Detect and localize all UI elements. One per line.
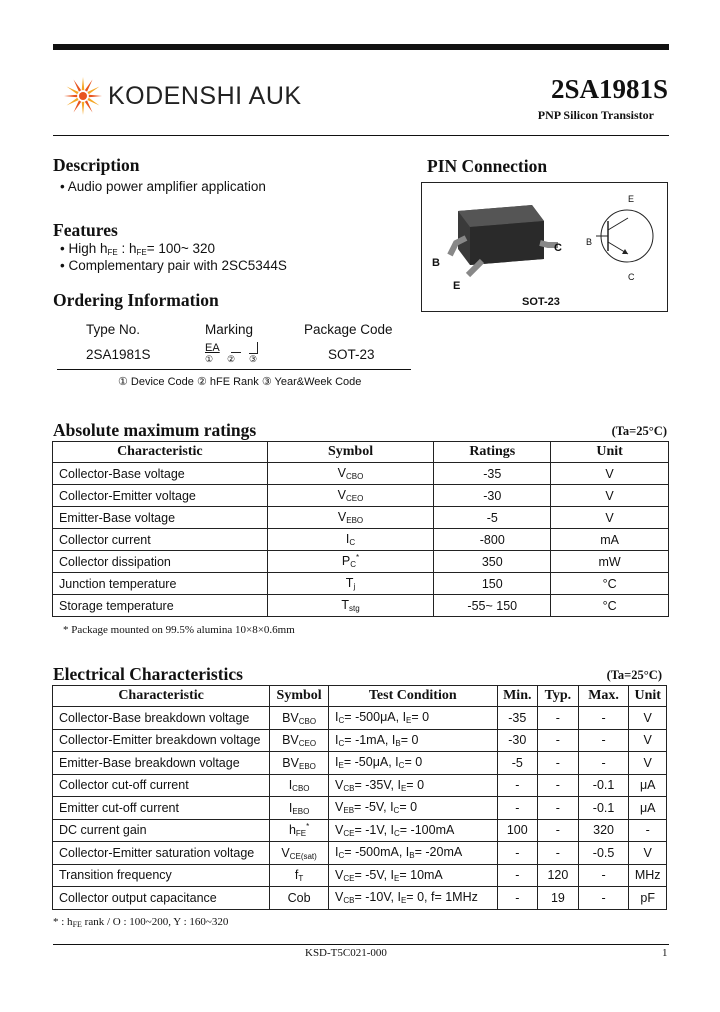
el-cell-min: -5 (497, 752, 538, 775)
electrical-title: Electrical Characteristics (53, 664, 243, 684)
el-cell-characteristic: Emitter-Base breakdown voltage (53, 752, 270, 775)
electrical-row (53, 752, 667, 775)
electrical-footnote: * : $h_{FE}$ rank / O : 100~200, Y : 160~320 (53, 916, 229, 929)
doc-code: KSD-T5C021-000 (305, 947, 387, 959)
el-cell-typ: - (538, 819, 579, 842)
electrical-row (53, 819, 667, 842)
el-cell-condition: $I_E= -50\mu A$, $I_C= 0$ (329, 752, 497, 775)
el-cell-min: - (497, 864, 538, 887)
el-cell-typ: - (538, 707, 579, 730)
el-cell-unit: V (629, 707, 667, 730)
el-cell-typ: - (538, 752, 579, 775)
el-header-max: Max. (578, 686, 629, 707)
el-cell-symbol: $I_{EBO}$ (270, 797, 329, 820)
abs-cell-unit: V (551, 463, 669, 485)
pin-diagram (421, 182, 668, 312)
el-cell-condition: $V_{CB}= -35V$, $I_E= 0$ (329, 774, 497, 797)
el-cell-condition: $I_C= -500\mu A$, $I_E= 0$ (329, 707, 497, 730)
el-cell-condition: $V_{CB}= -10V$, $I_E= 0$, f= 1MHz (329, 887, 497, 910)
electrical-row (53, 842, 667, 865)
el-cell-condition: $I_C= -1mA$, $I_B= 0$ (329, 729, 497, 752)
electrical-row (53, 887, 667, 910)
el-cell-typ: - (538, 842, 579, 865)
el-cell-unit: pF (629, 887, 667, 910)
el-header-min: Min. (497, 686, 538, 707)
electrical-table (52, 685, 667, 910)
el-cell-symbol: Cob (270, 887, 329, 910)
abs-cell-rating: 350 (434, 551, 551, 573)
el-cell-characteristic: Collector-Base breakdown voltage (53, 707, 270, 730)
el-cell-min: - (497, 797, 538, 820)
el-cell-symbol: $I_{CBO}$ (270, 774, 329, 797)
el-cell-max: - (578, 864, 629, 887)
abs-cell-symbol: $V_{CBO}$ (267, 463, 434, 485)
symbol-label-c: C (628, 272, 635, 282)
el-cell-unit: V (629, 729, 667, 752)
abs-header-symbol: Symbol (267, 442, 434, 463)
part-number: 2SA1981S (550, 74, 668, 104)
el-cell-characteristic: Collector-Emitter breakdown voltage (53, 729, 270, 752)
el-cell-symbol: $BV_{EBO}$ (270, 752, 329, 775)
abs-header-unit: Unit (551, 442, 669, 463)
page-number: 1 (662, 947, 668, 959)
el-cell-max: - (578, 752, 629, 775)
feature-complementary: • Complementary pair with 2SC5344S (60, 258, 287, 273)
ordering-header-type: Type No. (86, 322, 141, 337)
abs-header-characteristic: Characteristic (53, 442, 268, 463)
symbol-label-e: E (628, 194, 635, 204)
description-item: • Audio power amplifier application (60, 179, 266, 194)
el-header-characteristic: Characteristic (53, 686, 270, 707)
electrical-row (53, 774, 667, 797)
pin-label-c: C (554, 242, 562, 254)
abs-cell-characteristic: Collector-Base voltage (53, 463, 268, 485)
el-cell-min: -35 (497, 707, 538, 730)
el-cell-max: -0.5 (578, 842, 629, 865)
abs-cell-characteristic: Collector current (53, 529, 268, 551)
ordering-type-no: 2SA1981S (86, 347, 151, 362)
abs-cell-characteristic: Collector-Emitter voltage (53, 485, 268, 507)
ordering-package: SOT-23 (328, 347, 375, 362)
abs-cell-unit: mW (551, 551, 669, 573)
el-cell-unit: MHz (629, 864, 667, 887)
abs-max-row (53, 573, 669, 595)
el-cell-unit: V (629, 752, 667, 775)
abs-cell-characteristic: Junction temperature (53, 573, 268, 595)
top-rule (53, 44, 669, 50)
el-cell-max: -0.1 (578, 797, 629, 820)
footer-rule (53, 944, 669, 945)
abs-cell-rating: -800 (434, 529, 551, 551)
abs-cell-rating: 150 (434, 573, 551, 595)
el-cell-condition: $V_{CE}= -1V$, $I_C= -100mA$ (329, 819, 497, 842)
pin-title: PIN Connection (427, 156, 548, 176)
el-cell-unit: μA (629, 774, 667, 797)
el-cell-max: -0.1 (578, 774, 629, 797)
electrical-condition: (Ta=25°C) (606, 668, 662, 682)
abs-cell-unit: °C (551, 573, 669, 595)
abs-max-row (53, 507, 669, 529)
abs-cell-characteristic: Collector dissipation (53, 551, 268, 573)
abs-header-ratings: Ratings (434, 442, 551, 463)
abs-max-table (52, 441, 669, 617)
abs-max-row (53, 463, 669, 485)
el-cell-min: -30 (497, 729, 538, 752)
abs-cell-symbol: $P_C^*$ (267, 551, 434, 573)
abs-cell-rating: -35 (434, 463, 551, 485)
el-header-typ: Typ. (538, 686, 579, 707)
electrical-row (53, 707, 667, 730)
abs-cell-symbol: $V_{CEO}$ (267, 485, 434, 507)
el-cell-characteristic: Collector-Emitter saturation voltage (53, 842, 270, 865)
el-cell-symbol: $BV_{CEO}$ (270, 729, 329, 752)
ordering-header-package: Package Code (304, 322, 393, 337)
description-title: Description (53, 155, 140, 175)
el-header-unit: Unit (629, 686, 667, 707)
el-cell-unit: V (629, 842, 667, 865)
ordering-header-marking: Marking (205, 322, 254, 337)
el-cell-symbol: $V_{CE(sat)}$ (270, 842, 329, 865)
abs-cell-characteristic: Storage temperature (53, 595, 268, 617)
el-cell-condition: $V_{EB}= -5V$, $I_C= 0$ (329, 797, 497, 820)
abs-cell-rating: -30 (434, 485, 551, 507)
pin-label-b: B (432, 257, 440, 269)
ordering-rule (57, 369, 411, 370)
abs-cell-unit: V (551, 485, 669, 507)
el-cell-min: 100 (497, 819, 538, 842)
features-title: Features (53, 220, 118, 240)
el-cell-max: 320 (578, 819, 629, 842)
el-cell-min: - (497, 842, 538, 865)
el-cell-max: - (578, 707, 629, 730)
abs-max-condition: (Ta=25°C) (611, 424, 667, 438)
abs-cell-rating: -55~ 150 (434, 595, 551, 617)
el-header-condition: Test Condition (329, 686, 497, 707)
el-cell-characteristic: Collector output capacitance (53, 887, 270, 910)
el-cell-typ: 120 (538, 864, 579, 887)
el-cell-min: - (497, 887, 538, 910)
abs-cell-symbol: $I_C$ (267, 529, 434, 551)
el-header-symbol: Symbol (270, 686, 329, 707)
marking-diagram: EA ① ② ③ (205, 342, 258, 364)
el-cell-typ: - (538, 774, 579, 797)
el-cell-condition: $V_{CE}= -5V$, $I_E= 10mA$ (329, 864, 497, 887)
el-cell-characteristic: Transition frequency (53, 864, 270, 887)
abs-cell-symbol: $T_j$ (267, 573, 434, 595)
part-subtitle: PNP Silicon Transistor (537, 108, 654, 122)
el-cell-characteristic: Collector cut-off current (53, 774, 270, 797)
el-cell-symbol: $f_T$ (270, 864, 329, 887)
abs-cell-symbol: $V_{EBO}$ (267, 507, 434, 529)
el-cell-condition: $I_C= -500mA$, $I_B= -20mA$ (329, 842, 497, 865)
el-cell-characteristic: Emitter cut-off current (53, 797, 270, 820)
abs-cell-unit: V (551, 507, 669, 529)
abs-max-footnote: * Package mounted on 99.5% alumina 10×8×0.6mm (63, 624, 295, 636)
symbol-label-b: B (586, 237, 593, 247)
el-cell-typ: - (538, 797, 579, 820)
abs-cell-characteristic: Emitter-Base voltage (53, 507, 268, 529)
ordering-title: Ordering Information (53, 290, 219, 310)
electrical-row (53, 797, 667, 820)
el-cell-unit: - (629, 819, 667, 842)
el-cell-max: - (578, 729, 629, 752)
el-cell-min: - (497, 774, 538, 797)
abs-cell-unit: mA (551, 529, 669, 551)
brand-name: KODENSHI AUK (108, 82, 302, 110)
el-cell-typ: - (538, 729, 579, 752)
abs-max-row (53, 485, 669, 507)
electrical-row (53, 864, 667, 887)
header-rule (53, 135, 669, 136)
abs-max-title: Absolute maximum ratings (53, 420, 257, 440)
feature-hfe: • High $h_{FE}$ : $h_{FE}=$ 100~ 320 (60, 241, 216, 257)
el-cell-typ: 19 (538, 887, 579, 910)
abs-cell-symbol: $T_{stg}$ (267, 595, 434, 617)
abs-cell-rating: -5 (434, 507, 551, 529)
el-cell-max: - (578, 887, 629, 910)
abs-max-row (53, 529, 669, 551)
kodenshi-sun-logo-icon (63, 76, 103, 116)
el-cell-characteristic: DC current gain (53, 819, 270, 842)
ordering-legend: ① Device Code ② hFE Rank ③ Year&Week Code (118, 376, 362, 388)
pin-package-label: SOT-23 (522, 296, 560, 308)
el-cell-symbol: $h_{FE}^*$ (270, 819, 329, 842)
electrical-row (53, 729, 667, 752)
pin-label-e: E (453, 280, 461, 292)
abs-cell-unit: °C (551, 595, 669, 617)
el-cell-symbol: $BV_{CBO}$ (270, 707, 329, 730)
el-cell-unit: μA (629, 797, 667, 820)
abs-max-row (53, 595, 669, 617)
abs-max-row (53, 551, 669, 573)
